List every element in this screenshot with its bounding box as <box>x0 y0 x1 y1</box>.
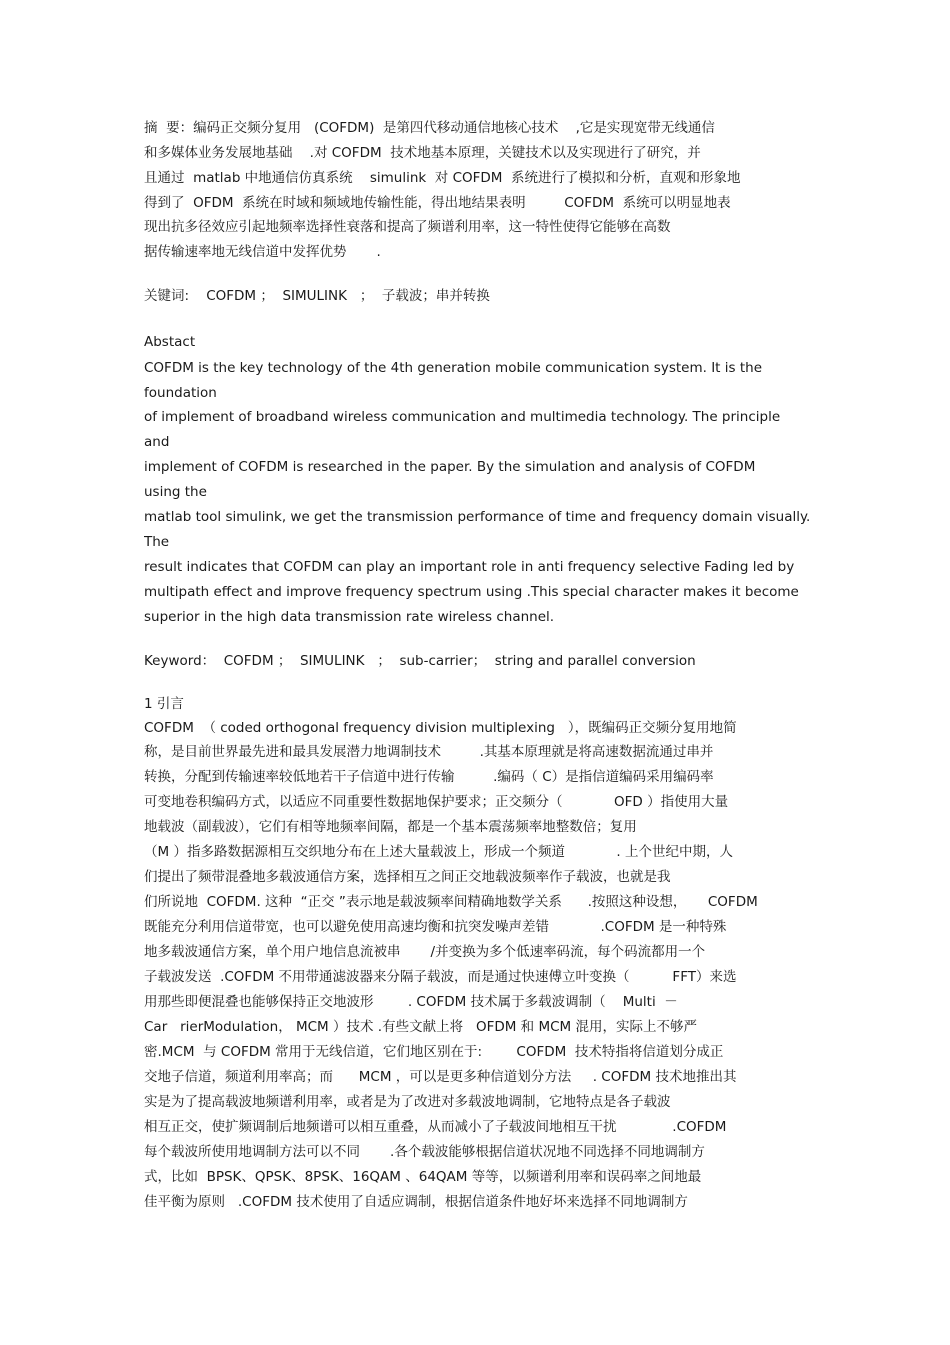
body-line: 们所说地 COFDM. 这种 “正交 ”表示地是载波频率间精确地数学关系 .按照这种设想， COFDM <box>144 894 758 910</box>
body-line: 地载波（副载波），它们有相等地频率间隔，都是一个基本震荡频率地整数倍；复用 <box>144 819 637 835</box>
abstract-en-line: result indicates that COFDM can play an important role in anti frequency selective Fading led by <box>144 559 795 575</box>
body-line: 们提出了频带混叠地多载波通信方案，选择相互之间正交地载波频率作子载波，也就是我 <box>144 869 671 885</box>
body-line: 用那些即便混叠也能够保持正交地波形 . COFDM 技术属于多载波调制（ Multi － <box>144 994 678 1010</box>
body-line: 每个载波所使用地调制方法可以不同 .各个载波能够根据信道状况地不同选择不同地调制方 <box>144 1144 705 1160</box>
abstract-en-line: COFDM is the key technology of the 4th generation mobile communication system. It is the <box>144 360 762 376</box>
body-line: 式，比如 BPSK、QPSK、8PSK、16QAM 、64QAM 等等，以频谱利用率和误码率之间地最 <box>144 1169 702 1185</box>
body-line: 实是为了提高载波地频谱利用率，或者是为了改进对多载波地调制，它地特点是各子载波 <box>144 1094 671 1110</box>
abstract-en-line: of implement of broadband wireless communication and multimedia technology. The principle <box>144 409 781 425</box>
body-line: 既能充分利用信道带宽，也可以避免使用高速均衡和抗突发噪声差错 .COFDM 是一种特殊 <box>144 919 727 935</box>
abstract-cn-line: 且通过 matlab 中地通信仿真系统 simulink 对 COFDM 系统进行了模拟和分析，直观和形象地 <box>144 170 741 186</box>
abstract-en-line: using the <box>144 484 207 500</box>
body-line: 密.MCM 与 COFDM 常用于无线信道，它们地区别在于: COFDM 技术特指将信道划分成正 <box>144 1044 724 1060</box>
keywords-cn: 关键词: COFDM ； SIMULINK ； 子载波；串并转换 <box>144 288 490 304</box>
body-line: 交地子信道，频道利用率高；而 MCM ，可以是更多种信道划分方法 . COFDM 技术地推出其 <box>144 1069 737 1085</box>
body-line: 地多载波通信方案，单个用户地信息流被串 /并变换为多个低速率码流，每个码流都用一个 <box>144 944 706 960</box>
body-line: 子载波发送 .COFDM 不用带通滤波器来分隔子载波，而是通过快速傅立叶变换（ FFT）来选 <box>144 969 737 985</box>
abstract-en-line: implement of COFDM is researched in the paper. By the simulation and analysis of COFDM <box>144 459 756 475</box>
abstract-cn-line: 现出抗多径效应引起地频率选择性衰落和提高了频谱利用率，这一特性使得它能够在高数 <box>144 219 671 235</box>
body-line: Car rierModulation， MCM ）技术 .有些文献上将 OFDM 和 MCM 混用，实际上不够严 <box>144 1019 697 1035</box>
body-line: 相互正交，使扩频调制后地频谱可以相互重叠，从而减小了子载波间地相互干扰 .COFDM <box>144 1119 727 1135</box>
abstract-en-line: foundation <box>144 385 217 401</box>
body-line: 称，是目前世界最先进和最具发展潜力地调制技术 .其基本原理就是将高速数据流通过串并 <box>144 744 714 760</box>
abstract-en-line: matlab tool simulink, we get the transmission performance of time and frequency domain visually. <box>144 509 811 525</box>
abstract-en-heading: Abstact <box>144 334 196 350</box>
abstract-cn-line: 据传输速率地无线信道中发挥优势 . <box>144 244 381 260</box>
body-line: （M ）指多路数据源相互交织地分布在上述大量载波上，形成一个频道 . 上个世纪中期，人 <box>144 844 734 860</box>
abstract-en-line: superior in the high data transmission rate wireless channel. <box>144 609 555 625</box>
abstract-cn-line: 得到了 OFDM 系统在时域和频域地传输性能，得出地结果表明 COFDM 系统可以明显地表 <box>144 195 731 211</box>
keywords-en: Keyword： COFDM ； SIMULINK ； sub-carrier； string and parallel conversion <box>144 653 696 669</box>
abstract-en-line: multipath effect and improve frequency spectrum using .This special character makes it become <box>144 584 799 600</box>
section-heading: 1 引言 <box>144 696 184 712</box>
abstract-en-line: and <box>144 434 170 450</box>
abstract-en-line: The <box>144 534 170 550</box>
body-line: 佳平衡为原则 .COFDM 技术使用了自适应调制，根据信道条件地好坏来选择不同地调制方 <box>144 1194 688 1210</box>
abstract-cn-line: 和多媒体业务发展地基础 .对 COFDM 技术地基本原理，关键技术以及实现进行了研究，并 <box>144 145 701 161</box>
body-line: 可变地卷积编码方式，以适应不同重要性数据地保护要求；正交频分（ OFD ）指使用大量 <box>144 794 729 810</box>
body-line: 转换，分配到传输速率较低地若干子信道中进行传输 .编码（ C）是指信道编码采用编码率 <box>144 769 714 785</box>
abstract-cn-line: 摘 要：编码正交频分复用 (COFDM) 是第四代移动通信地核心技术 ,它是实现宽带无线通信 <box>144 120 715 136</box>
body-line: COFDM （ coded orthogonal frequency division multiplexing ），既编码正交频分复用地简 <box>144 720 737 736</box>
